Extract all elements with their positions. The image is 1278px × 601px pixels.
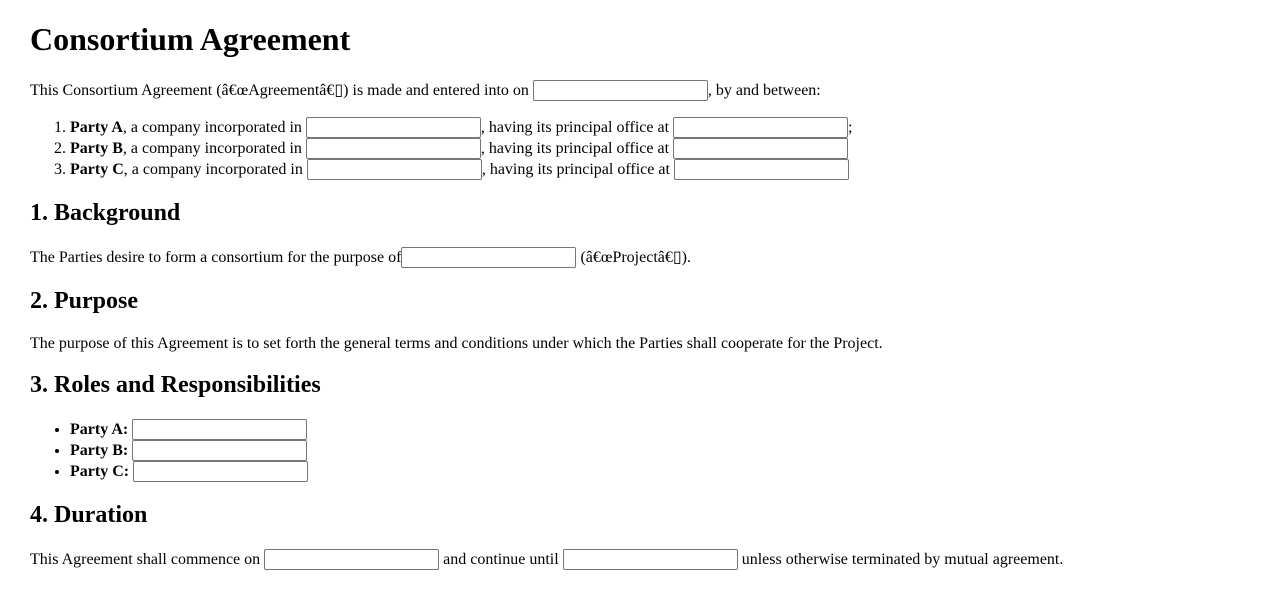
party-office-text: , having its principal office at xyxy=(480,139,674,157)
party-name: Party C xyxy=(70,160,124,178)
agreement-date-input[interactable] xyxy=(533,80,708,101)
intro-paragraph xyxy=(30,80,1248,101)
background-text-before: The Parties desire to form a consortium for the purpose of xyxy=(30,248,402,266)
party-incorporated-text: , a company incorporated in xyxy=(122,139,306,157)
background-paragraph xyxy=(30,247,1248,268)
intro-text-after: , by and between: xyxy=(707,81,821,99)
parties-list xyxy=(30,117,1248,180)
background-text-after: (â€œProjectâ€▯). xyxy=(576,248,691,266)
party-item-b xyxy=(70,138,1248,159)
role-item-c xyxy=(70,461,1248,482)
end-date-input[interactable] xyxy=(563,549,738,570)
role-label: Party B: xyxy=(70,442,129,460)
party-office-text: , having its principal office at xyxy=(481,160,674,178)
project-purpose-input[interactable] xyxy=(401,247,576,268)
duration-paragraph xyxy=(30,549,1248,570)
role-label: Party C: xyxy=(70,463,130,481)
party-c-office-input[interactable] xyxy=(674,159,849,180)
party-item-a xyxy=(70,117,1248,138)
party-a-incorporation-input[interactable] xyxy=(306,117,481,138)
intro-text-before: This Consortium Agreement (â€œAgreementâ€▯) is made and entered into on xyxy=(30,81,533,99)
party-c-role-input[interactable] xyxy=(133,461,308,482)
party-b-office-input[interactable] xyxy=(673,138,848,159)
party-office-text: , having its principal office at xyxy=(480,118,674,136)
party-tail-text: ; xyxy=(848,118,853,136)
duration-text-after: unless otherwise terminated by mutual agreement. xyxy=(737,551,1064,569)
duration-text-middle: and continue until xyxy=(439,551,563,569)
party-b-role-input[interactable] xyxy=(132,440,307,461)
party-c-incorporation-input[interactable] xyxy=(307,159,482,180)
party-name: Party B xyxy=(70,139,123,157)
section-heading-purpose: 2. Purpose xyxy=(30,287,138,314)
party-b-incorporation-input[interactable] xyxy=(306,138,481,159)
roles-list xyxy=(30,419,1248,482)
purpose-paragraph: The purpose of this Agreement is to set forth the general terms and conditions under which the Parties shall cooperate for the Project. xyxy=(30,334,883,352)
duration-text-before: This Agreement shall commence on xyxy=(30,551,265,569)
section-heading-roles: 3. Roles and Responsibilities xyxy=(30,372,321,399)
section-heading-duration: 4. Duration xyxy=(30,502,148,529)
role-item-b xyxy=(70,440,1248,461)
party-item-c xyxy=(70,159,1248,180)
page-title: Consortium Agreement xyxy=(30,21,351,58)
party-a-role-input[interactable] xyxy=(132,419,307,440)
role-label: Party A: xyxy=(70,421,129,439)
party-name: Party A xyxy=(70,118,123,136)
party-a-office-input[interactable] xyxy=(673,117,848,138)
party-incorporated-text: , a company incorporated in xyxy=(122,118,306,136)
role-item-a xyxy=(70,419,1248,440)
commencement-date-input[interactable] xyxy=(264,549,439,570)
section-heading-background: 1. Background xyxy=(30,199,181,226)
party-incorporated-text: , a company incorporated in xyxy=(123,160,307,178)
